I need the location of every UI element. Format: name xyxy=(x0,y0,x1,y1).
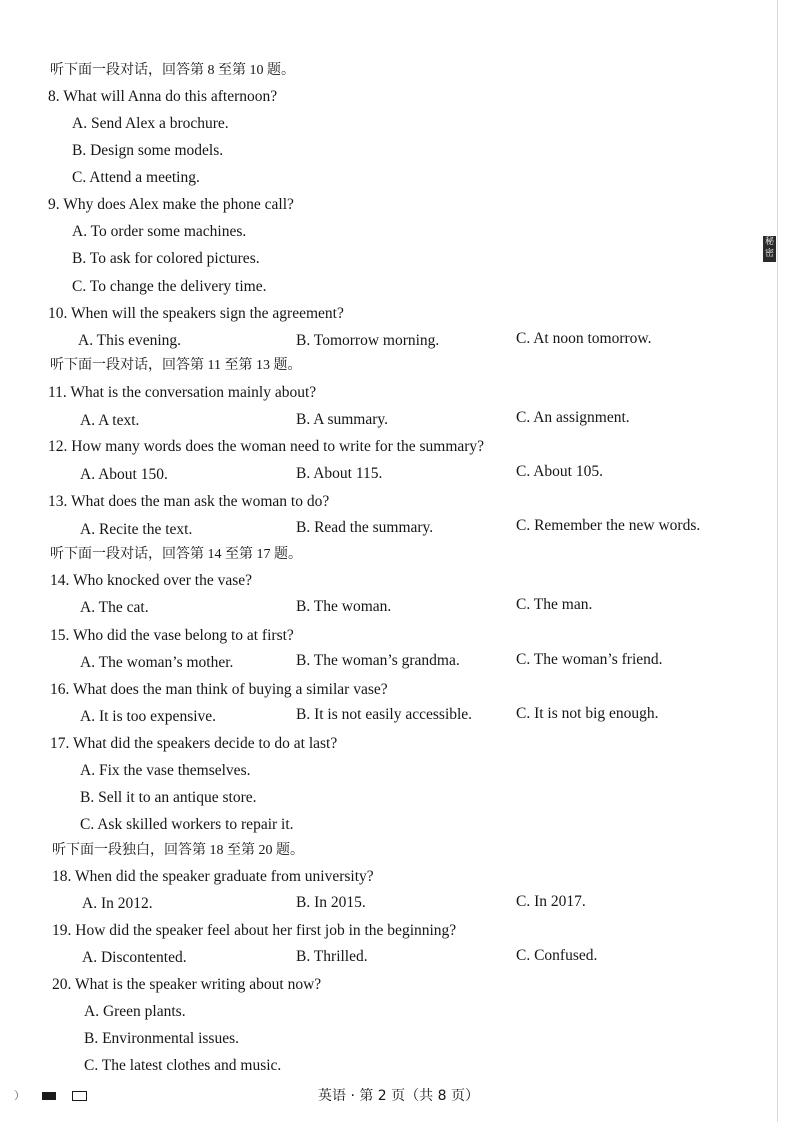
question-9-stem: 9. Why does Alex make the phone call? xyxy=(48,196,294,213)
question-12-option-a: A. About 150. xyxy=(80,466,168,483)
question-20-stem: 20. What is the speaker writing about now? xyxy=(52,976,322,993)
question-8-option-b: B. Design some models. xyxy=(72,142,224,159)
question-14-option-b: B. The woman. xyxy=(296,598,392,615)
question-17-option-b: B. Sell it to an antique store. xyxy=(80,789,257,806)
question-18-option-c: C. In 2017. xyxy=(516,893,586,910)
question-11-option-b: B. A summary. xyxy=(296,411,389,428)
question-18-option-a: A. In 2012. xyxy=(82,895,153,912)
question-12-option-c: C. About 105. xyxy=(516,463,603,480)
question-16-option-b: B. It is not easily accessible. xyxy=(296,706,473,723)
side-tab: 秘密 xyxy=(763,236,776,262)
section-instruction: 听下面一段对话，回答第 8 至第 10 题。 xyxy=(50,63,295,78)
question-19-option-b: B. Thrilled. xyxy=(296,948,368,965)
question-10-stem: 10. When will the speakers sign the agreement? xyxy=(48,305,344,322)
question-14-option-c: C. The man. xyxy=(516,596,593,613)
question-20-option-c: C. The latest clothes and music. xyxy=(84,1057,282,1074)
question-8-option-a: A. Send Alex a brochure. xyxy=(72,115,229,132)
question-13-stem: 13. What does the man ask the woman to do? xyxy=(48,493,330,510)
question-14-option-a: A. The cat. xyxy=(80,599,149,616)
question-16-stem: 16. What does the man think of buying a similar vase? xyxy=(50,681,388,698)
question-11-option-c: C. An assignment. xyxy=(516,409,630,426)
question-16-option-a: A. It is too expensive. xyxy=(80,708,217,725)
question-15-option-b: B. The woman’s grandma. xyxy=(296,652,460,669)
footer-left-mark: ） xyxy=(14,1090,25,1102)
question-20-option-b: B. Environmental issues. xyxy=(84,1030,239,1047)
question-9-option-b: B. To ask for colored pictures. xyxy=(72,250,260,267)
question-17-stem: 17. What did the speakers decide to do at last? xyxy=(50,735,338,752)
filled-rectangle-icon xyxy=(42,1092,56,1100)
question-9-option-c: C. To change the delivery time. xyxy=(72,278,267,295)
question-12-option-b: B. About 115. xyxy=(296,465,383,482)
page-edge-line xyxy=(777,0,778,1122)
section-instruction: 听下面一段独白，回答第 18 至第 20 题。 xyxy=(52,843,304,858)
question-9-option-a: A. To order some machines. xyxy=(72,223,247,240)
question-12-stem: 12. How many words does the woman need to write for the summary? xyxy=(48,438,485,455)
question-20-option-a: A. Green plants. xyxy=(84,1003,186,1020)
question-13-option-b: B. Read the summary. xyxy=(296,519,434,536)
question-19-option-c: C. Confused. xyxy=(516,947,598,964)
question-19-stem: 19. How did the speaker feel about her first job in the beginning? xyxy=(52,922,457,939)
question-16-option-c: C. It is not big enough. xyxy=(516,705,659,722)
question-11-option-a: A. A text. xyxy=(80,412,140,429)
section-instruction: 听下面一段对话，回答第 11 至第 13 题。 xyxy=(50,358,302,373)
question-18-stem: 18. When did the speaker graduate from university? xyxy=(52,868,374,885)
empty-rectangle-icon xyxy=(72,1091,87,1101)
question-18-option-b: B. In 2015. xyxy=(296,894,366,911)
question-10-option-b: B. Tomorrow morning. xyxy=(296,332,440,349)
question-11-stem: 11. What is the conversation mainly about? xyxy=(48,384,317,401)
question-8-stem: 8. What will Anna do this afternoon? xyxy=(48,88,278,105)
question-17-option-c: C. Ask skilled workers to repair it. xyxy=(80,816,294,833)
question-15-option-c: C. The woman’s friend. xyxy=(516,651,663,668)
question-17-option-a: A. Fix the vase themselves. xyxy=(80,762,251,779)
question-13-option-a: A. Recite the text. xyxy=(80,521,193,538)
question-19-option-a: A. Discontented. xyxy=(82,949,187,966)
question-14-stem: 14. Who knocked over the vase? xyxy=(50,572,253,589)
page-number-footer: 英语 · 第 2 页（共 8 页） xyxy=(318,1088,479,1104)
question-10-option-c: C. At noon tomorrow. xyxy=(516,330,652,347)
question-15-stem: 15. Who did the vase belong to at first? xyxy=(50,627,294,644)
question-13-option-c: C. Remember the new words. xyxy=(516,517,701,534)
question-8-option-c: C. Attend a meeting. xyxy=(72,169,200,186)
section-instruction: 听下面一段对话，回答第 14 至第 17 题。 xyxy=(50,547,302,562)
question-10-option-a: A. This evening. xyxy=(78,332,182,349)
question-15-option-a: A. The woman’s mother. xyxy=(80,654,234,671)
